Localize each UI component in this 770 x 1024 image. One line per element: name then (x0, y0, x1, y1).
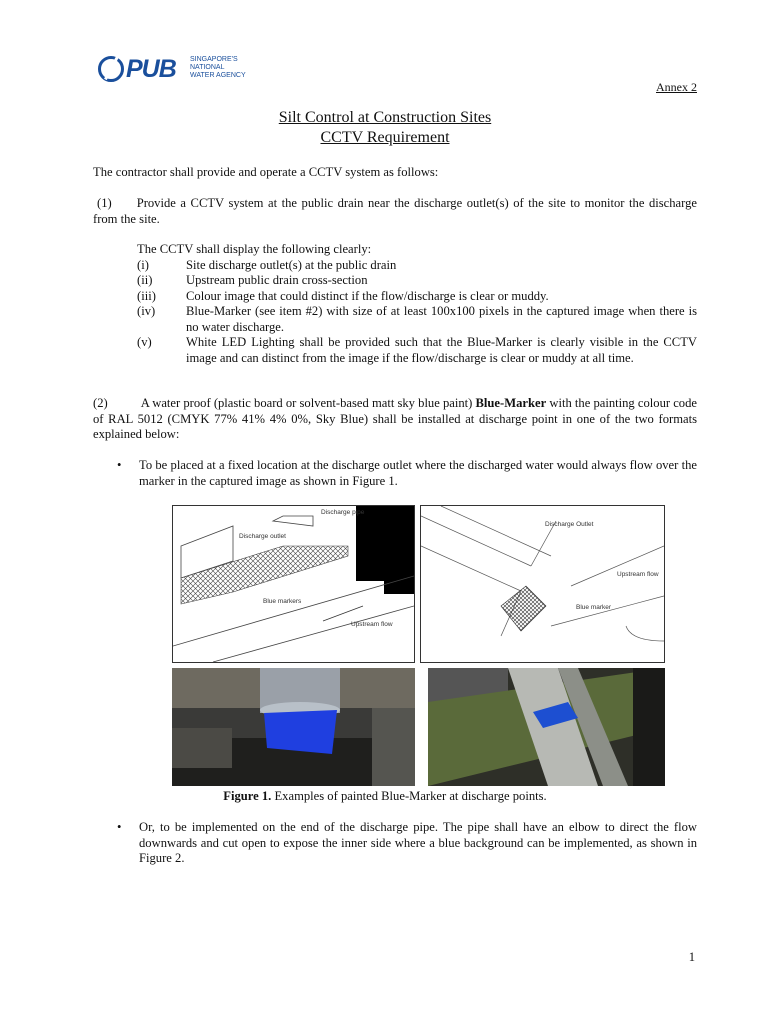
label-upstream-flow: Upstream flow (351, 621, 393, 628)
photo-pipe-marker-svg (172, 668, 415, 786)
figure-caption (0, 789, 770, 804)
bullet-icon: • (117, 458, 122, 472)
item-1-text: Provide a CCTV system at the public drain near the discharge outlet(s) of the site to monitor the discharge from the site. (93, 196, 697, 226)
pub-logo-subtitle: SINGAPORE'S NATIONAL WATER AGENCY (190, 56, 246, 79)
photo-pipe-marker (172, 668, 415, 786)
list-item: (iii) Colour image that could distinct if the flow/discharge is clear or muddy. (137, 288, 549, 303)
item-2-number: (2) (93, 396, 108, 410)
label-discharge-outlet-right: Discharge Outlet (545, 521, 594, 528)
page-subtitle: CCTV Requirement (320, 129, 450, 146)
list-item: (v) White LED Lighting shall be provided such that the Blue-Marker is clearly visible in the CCTV image and can distinct from the image if the flow/discharge is clear or muddy at all time. (137, 335, 697, 365)
item-1-number: (1) (97, 196, 112, 210)
photo-drain-marker (428, 668, 665, 786)
pub-logo-mark (98, 56, 124, 82)
figure-diagram-right (420, 505, 665, 663)
cctv-display-lead: The CCTV shall display the following clearly: (137, 242, 372, 256)
bullet-2-text: Or, to be implemented on the end of the discharge pipe. The pipe shall have an elbow to direct the flow downwards and cut open to expose the inner side where a blue background can be implemented, as shown in Figure 2. (139, 820, 697, 865)
page-title: Silt Control at Construction Sites (278, 109, 492, 126)
pub-logo-text: PUB (126, 55, 176, 83)
label-discharge-outlet: Discharge outlet (239, 533, 286, 540)
label-discharge-pipe: Discharge pipe (321, 509, 365, 516)
page-number: 1 (688, 950, 695, 964)
bullet-1-text: To be placed at a fixed location at the discharge outlet where the discharged water would always flow over the marker in the captured image as shown in Figure 1. (139, 458, 697, 488)
annex-label: Annex 2 (656, 80, 697, 94)
intro-text: The contractor shall provide and operate a CCTV system as follows: (93, 165, 439, 179)
list-item: (iv) Blue-Marker (see item #2) with size of at least 100x100 pixels in the captured image when there is no water discharge. (137, 304, 697, 334)
label-upstream-flow-right: Upstream flow (617, 571, 659, 578)
item-2: (2) A water proof (plastic board or solvent-based matt sky blue paint) Blue-Marker with the painting colour code of RAL 5012 (CMYK 77% 41% 4% 0%, Sky Blue) shall be installed at discharge point in one of the two formats explained below: (93, 396, 697, 441)
blue-marker-term: Blue-Marker (475, 396, 547, 410)
pub-logo (98, 54, 258, 86)
figure-caption-text: Examples of painted Blue-Marker at discharge points. (271, 789, 547, 803)
figure-caption-label: Figure 1. (223, 789, 272, 803)
list-item: (ii) Upstream public drain cross-section (137, 273, 368, 287)
photo-drain-marker-svg (428, 668, 665, 786)
diagram-left-svg (173, 506, 414, 662)
label-blue-markers: Blue markers (263, 598, 302, 605)
diagram-right-svg (421, 506, 664, 662)
label-blue-marker-right: Blue marker (576, 604, 612, 611)
bullet-icon: • (117, 820, 122, 834)
figure-diagram-left (172, 505, 415, 663)
item-1 (93, 196, 697, 227)
cctv-display-list (137, 242, 697, 366)
list-item: (i) Site discharge outlet(s) at the public drain (137, 257, 397, 272)
